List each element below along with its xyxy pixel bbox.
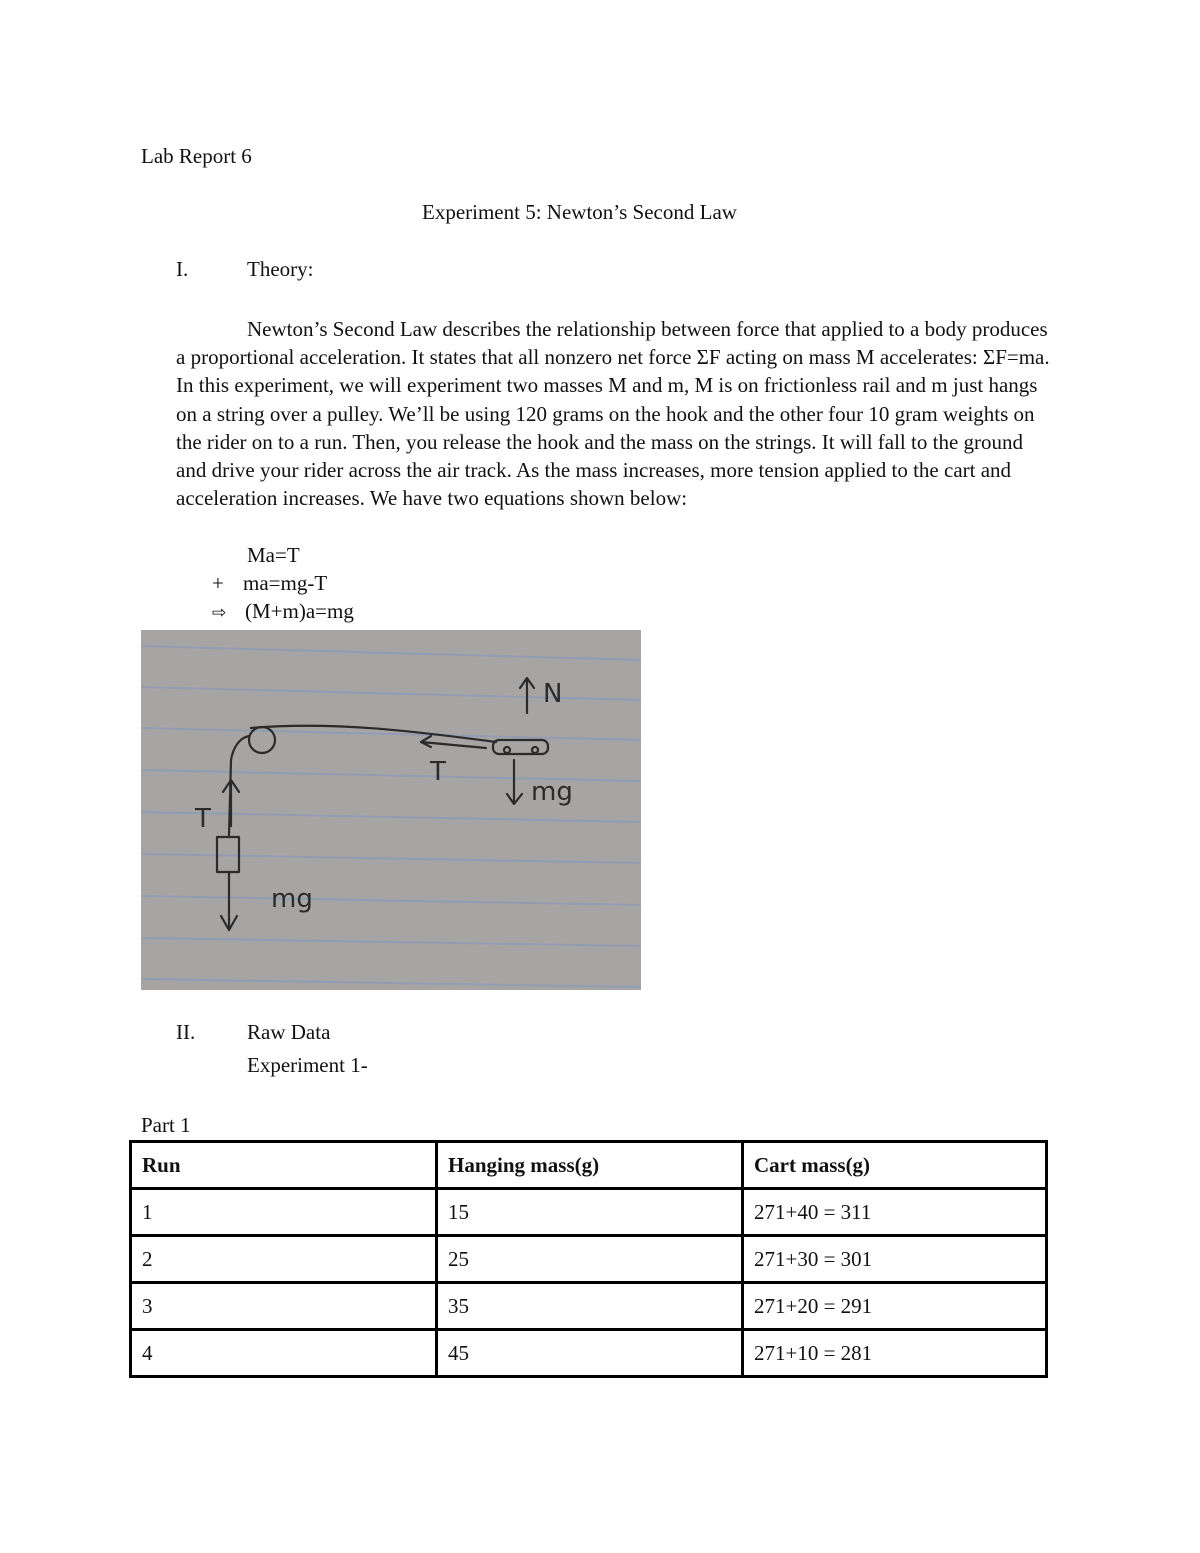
experiment-title: Experiment 5: Newton’s Second Law	[422, 200, 737, 224]
cell-hanging-mass: 25	[437, 1236, 743, 1283]
free-body-diagram-photo	[141, 630, 641, 990]
report-title: Lab Report 6	[141, 144, 252, 168]
cell-hanging-mass: 45	[437, 1330, 743, 1377]
cell-run: 2	[131, 1236, 437, 1283]
table-row	[131, 1283, 1047, 1330]
cell-run: 3	[131, 1283, 437, 1330]
header-run: Run	[131, 1142, 437, 1189]
theory-section-numeral: I.	[176, 257, 189, 281]
label-weight-hanging: mg	[271, 884, 313, 914]
theory-paragraph: Newton’s Second Law describes the relationship between force that applied to a body produces a proportional acceleration. It states that all nonzero net force ΣF acting on mass M accelerates: ΣF=ma. In this experiment, we will experiment two masses M and m, M is on frictionless rail and m just hangs on a string over a pulley. We’ll be using 120 grams on the hook and the other four 10 gram weights on the rider on to a run. Then, you release the hook and the mass on the strings. It will fall to the ground and drive your rider across the air track. As the mass increases, more tension applied to the cart and acceleration increases. We have two equations shown below:	[176, 317, 1050, 511]
table-row	[131, 1330, 1047, 1377]
cell-cart-mass: 271+20 = 291	[743, 1283, 1047, 1330]
cell-cart-mass: 271+40 = 311	[743, 1189, 1047, 1236]
raw-data-section-numeral: II.	[176, 1020, 196, 1044]
arrow-right-icon: ⇨	[212, 603, 227, 623]
cell-hanging-mass: 15	[437, 1189, 743, 1236]
cell-cart-mass: 271+10 = 281	[743, 1330, 1047, 1377]
header-hanging-mass: Hanging mass(g)	[437, 1142, 743, 1189]
equation-1	[247, 541, 300, 569]
theory-paragraph-block	[176, 315, 1056, 512]
cell-cart-mass: 271+30 = 301	[743, 1236, 1047, 1283]
label-normal: N	[543, 679, 563, 709]
label-tension-string: T	[430, 757, 446, 787]
table-row	[131, 1236, 1047, 1283]
part-1-label: Part 1	[141, 1113, 191, 1137]
header-cart-mass: Cart mass(g)	[743, 1142, 1047, 1189]
raw-data-heading: Raw Data	[247, 1020, 331, 1044]
equation-2-text: ma=mg-T	[243, 571, 328, 595]
cell-hanging-mass: 35	[437, 1283, 743, 1330]
equation-2-marker: +	[212, 571, 224, 595]
label-tension-hanging: T	[195, 804, 211, 834]
raw-data-table	[129, 1140, 1048, 1378]
table-row	[131, 1189, 1047, 1236]
equation-2	[212, 569, 328, 597]
equation-1-text: Ma=T	[247, 543, 300, 567]
paper-background	[141, 630, 641, 990]
equation-3-text: (M+m)a=mg	[245, 599, 354, 623]
table-header-row	[131, 1142, 1047, 1189]
equation-3	[212, 597, 354, 627]
label-weight-cart: mg	[531, 777, 573, 807]
theory-heading: Theory:	[247, 257, 314, 281]
cell-run: 1	[131, 1189, 437, 1236]
experiment-1-subheading: Experiment 1-	[247, 1053, 368, 1077]
cell-run: 4	[131, 1330, 437, 1377]
